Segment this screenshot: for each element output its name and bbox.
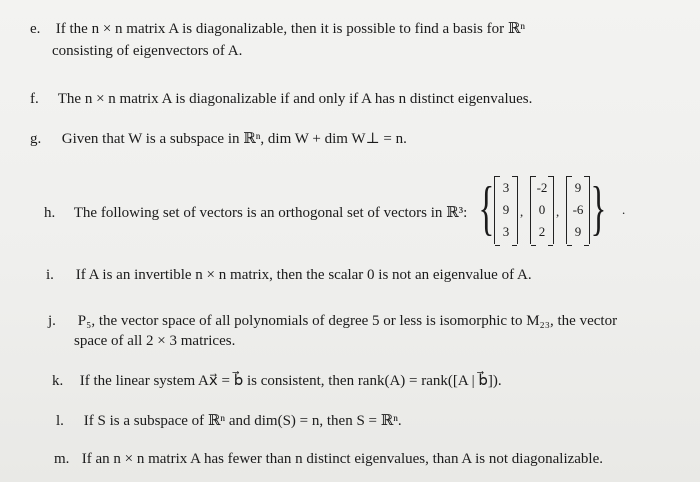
vector-1 bbox=[494, 176, 518, 244]
statement-i bbox=[46, 266, 532, 284]
statement-f bbox=[30, 90, 532, 108]
vector-entry: 9 bbox=[574, 224, 582, 239]
statement-text-line1: If the n × n matrix A is diagonalizable, then it is possible to find a basis for ℝⁿ bbox=[55, 21, 526, 37]
vector-entry: 9 bbox=[502, 202, 510, 217]
left-brace: { bbox=[478, 175, 495, 241]
vector-entry: 2 bbox=[538, 224, 546, 239]
statement-text-line1: P₅, the vector space of all polynomials of degree 5 or less is isomorphic to M₂₃, the vector bbox=[77, 313, 618, 329]
statement-k bbox=[52, 372, 502, 390]
statement-text: If A is an invertible n × n matrix, then the scalar 0 is not an eigenvalue of A. bbox=[75, 267, 532, 283]
vector-entry: 9 bbox=[574, 180, 582, 195]
statement-label: h. bbox=[44, 205, 56, 221]
terminal-period: . bbox=[622, 202, 626, 217]
statement-label: l. bbox=[56, 413, 64, 429]
statement-j-continued bbox=[74, 332, 235, 350]
statement-label: g. bbox=[30, 131, 42, 147]
statement-text: If an n × n matrix A has fewer than n distinct eigenvalues, than A is not diagonalizable. bbox=[81, 451, 603, 467]
statement-j bbox=[48, 312, 617, 330]
vector-entry: 3 bbox=[502, 224, 510, 239]
statement-e-continued bbox=[52, 42, 242, 60]
separator: , bbox=[520, 204, 524, 219]
statement-text: The following set of vectors is an orthogonal set of vectors in ℝ³: bbox=[73, 205, 468, 221]
statement-label: m. bbox=[54, 451, 70, 467]
statement-m bbox=[54, 450, 603, 468]
statement-text-line2: consisting of eigenvectors of A. bbox=[52, 43, 243, 59]
vector-2 bbox=[530, 176, 554, 244]
statement-text: The n × n matrix A is diagonalizable if and only if A has n distinct eigenvalues. bbox=[57, 91, 533, 107]
statement-text: If S is a subspace of ℝⁿ and dim(S) = n, then S = ℝⁿ. bbox=[83, 413, 402, 429]
vector-entry: -2 bbox=[536, 180, 548, 195]
statement-label: f. bbox=[30, 91, 39, 107]
vector-entry: -6 bbox=[572, 202, 584, 217]
vector-3 bbox=[566, 176, 590, 244]
statement-label: i. bbox=[46, 267, 54, 283]
statement-g bbox=[30, 130, 407, 148]
separator: , bbox=[556, 204, 560, 219]
statement-label: k. bbox=[52, 373, 64, 389]
statement-label: j. bbox=[48, 313, 56, 329]
statement-text: Given that W is a subspace in ℝⁿ, dim W + dim W⊥ = n. bbox=[61, 131, 407, 147]
vector-entry: 3 bbox=[502, 180, 510, 195]
orthogonal-vector-set bbox=[480, 174, 630, 250]
statement-text-line2: space of all 2 × 3 matrices. bbox=[74, 333, 236, 349]
statement-text: If the linear system Ax⃗ = b⃗ is consistent, then rank(A) = rank([A | b⃗]). bbox=[79, 373, 502, 389]
statement-l bbox=[56, 412, 402, 430]
vector-entry: 0 bbox=[538, 202, 546, 217]
statement-label: e. bbox=[30, 21, 41, 37]
statement-e bbox=[30, 20, 525, 38]
right-brace: } bbox=[590, 175, 607, 241]
statement-h bbox=[44, 204, 467, 222]
